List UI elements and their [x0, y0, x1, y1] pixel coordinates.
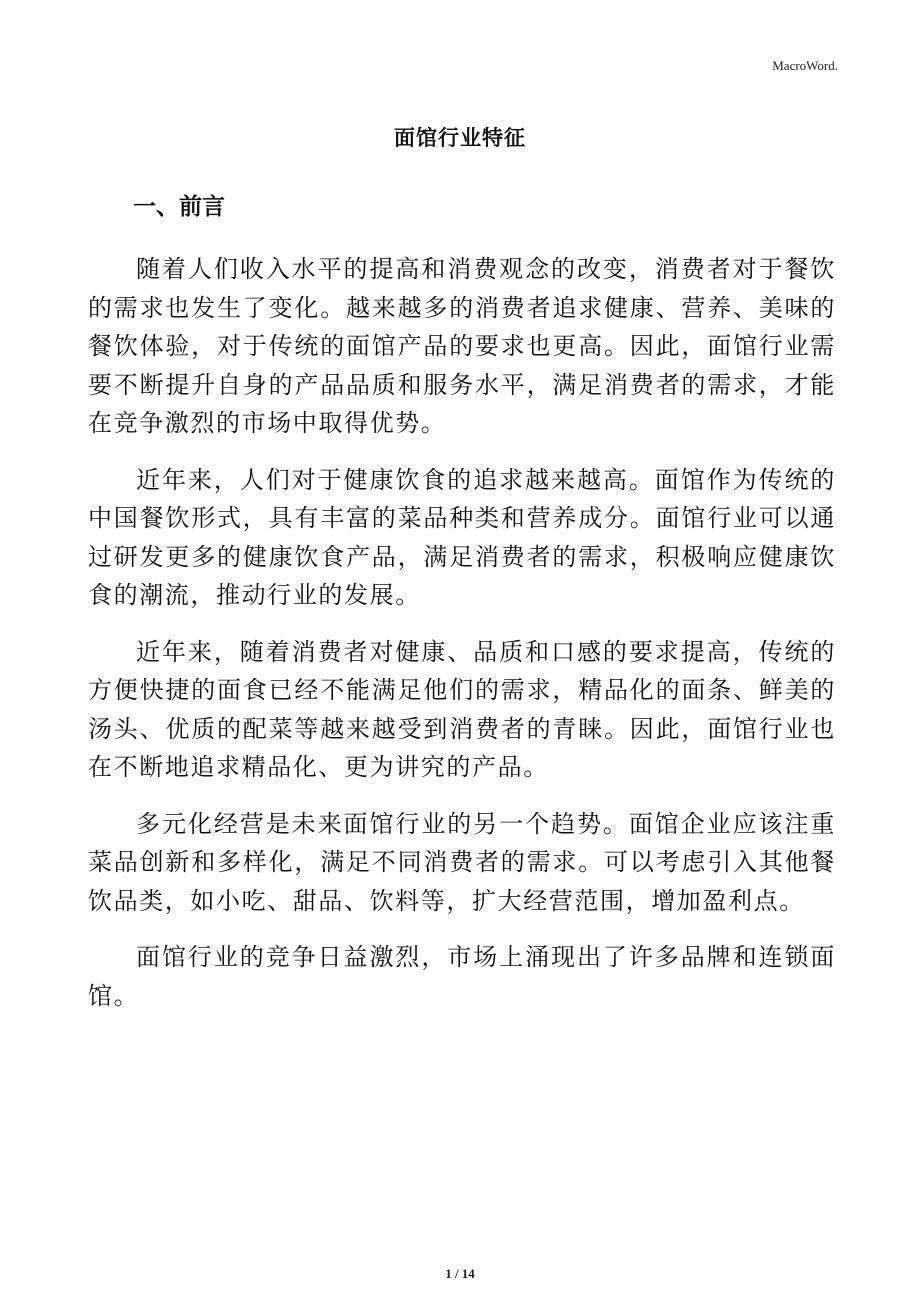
page-number: 1 / 14	[445, 1266, 475, 1281]
body-text	[88, 250, 836, 1033]
paragraph: 近年来，人们对于健康饮食的追求越来越高。面馆作为传统的中国餐饮形式，具有丰富的菜品种类和营养成分。面馆行业可以通过研发更多的健康饮食产品，满足消费者的需求，积极响应健康饮食的潮流，推动行业的发展。	[88, 465, 836, 609]
paragraph: 随着人们收入水平的提高和消费观念的改变，消费者对于餐饮的需求也发生了变化。越来越多的消费者追求健康、营养、美味的餐饮体验，对于传统的面馆产品的要求也更高。因此，面馆行业需要不断提升自身的产品品质和服务水平，满足消费者的需求，才能在竞争激烈的市场中取得优势。	[88, 255, 836, 437]
paragraph: 近年来，随着消费者对健康、品质和口感的要求提高，传统的方便快捷的面食已经不能满足他们的需求，精品化的面条、鲜美的汤头、优质的配菜等越来越受到消费者的青睐。因此，面馆行业也在不断地追求精品化、更为讲究的产品。	[88, 637, 836, 781]
document-title: 面馆行业特征	[394, 126, 526, 150]
paragraph: 多元化经营是未来面馆行业的另一个趋势。面馆企业应该注重菜品创新和多样化，满足不同消费者的需求。可以考虑引入其他餐饮品类，如小吃、甜品、饮料等，扩大经营范围，增加盈利点。	[88, 809, 836, 915]
section-heading: 一、前言	[133, 194, 225, 220]
paragraph: 面馆行业的竞争日益激烈，市场上涌现出了许多品牌和连锁面馆。	[88, 943, 836, 1010]
header-brand: MacroWord.	[772, 58, 838, 73]
